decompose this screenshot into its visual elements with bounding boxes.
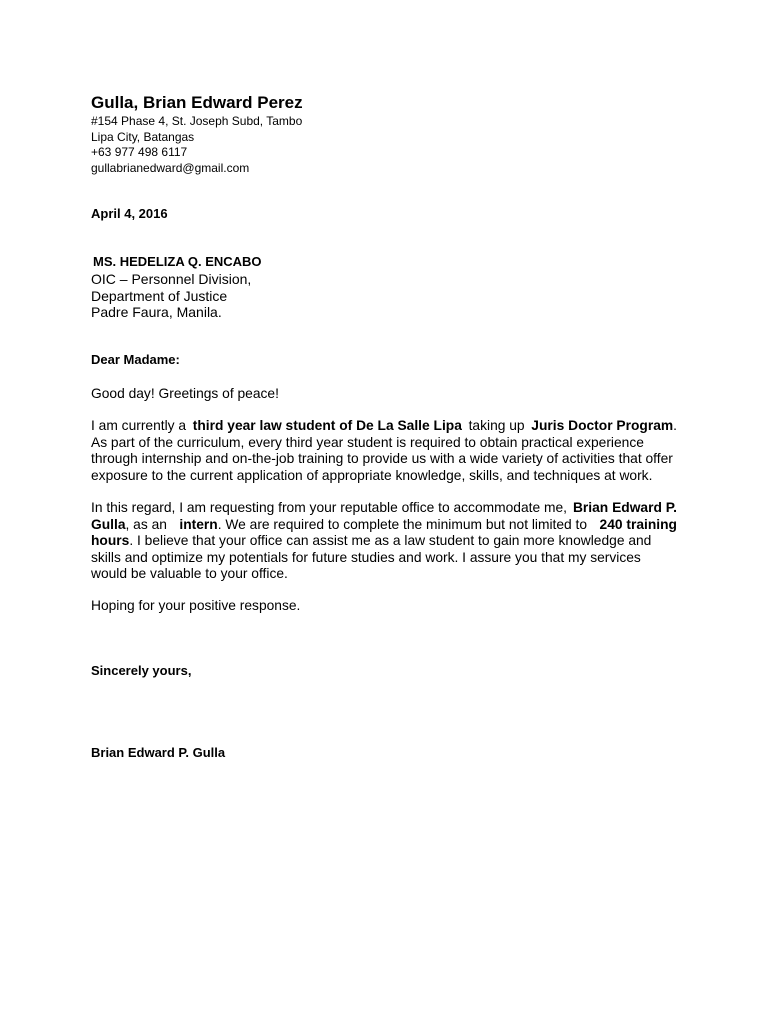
paragraph-line [91,435,677,452]
text-run: As part of the curriculum, every third year student is required to obtain practical experience [91,434,644,450]
text-run: I am currently a [91,418,187,433]
emphasis-run: Juris Doctor Program [531,418,674,433]
paragraph-line [91,598,677,615]
recipient-name: MS. HEDELIZA Q. ENCABO [93,254,262,269]
emphasis-run: Brian Edward P. [572,500,677,515]
closing-paragraph [91,598,677,615]
body-paragraph-1 [91,418,677,484]
text-run: would be valuable to your office. [91,566,288,582]
recipient-address-block [91,271,251,321]
emphasis-run: intern [179,516,218,532]
emphasis-run: hours [91,533,130,549]
sender-email: gullabrianedward@gmail.com [91,160,250,175]
paragraph-line [91,517,677,534]
paragraph-line [91,533,677,550]
sender-phone: +63 977 498 6117 [91,145,188,159]
text-run: through internship and on-the-job training to provide us with a wide variety of activities that offer [91,451,673,467]
salutation: Dear Madame: [91,352,180,367]
text-run: skills and optimize my potentials for future studies and work. I assure you that my services [91,549,641,565]
sender-address-line-2: Lipa City, Batangas [91,129,195,144]
text-run-group [91,517,167,534]
paragraph-line [91,566,677,583]
paragraph-line [91,451,677,468]
text-run-group [179,517,587,534]
letter-date: April 4, 2016 [91,206,168,221]
text-run-group [531,418,677,435]
signature-name: Brian Edward P. Gulla [91,745,226,760]
recipient-address: Padre Faura, Manila. [91,304,222,321]
complimentary-close: Sincerely yours, [91,663,192,678]
greeting-line [91,386,677,403]
paragraph-line [91,550,677,567]
closing-line-text: Hoping for your positive response. [91,598,301,613]
greeting-paragraph [91,386,677,403]
sender-name: Gulla, Brian Edward Perez [91,93,303,112]
recipient-title: OIC – Personnel Division, [91,271,252,287]
text-run: , as an [125,516,167,532]
text-run: . I believe that your office can assist me as a law student to gain more knowledge and [129,533,652,549]
text-run: exposure to the current application of appropriate knowledge, skills, and techniques at work. [91,467,653,483]
body-paragraph-2 [91,500,677,583]
sender-address-line-1: #154 Phase 4, St. Joseph Subd, Tambo [91,114,303,128]
greeting-text: Good day! Greetings of peace! [91,386,279,401]
paragraph-line [91,500,677,517]
text-run: taking up [468,418,525,433]
text-run-group [91,533,651,550]
text-run: . [673,418,677,433]
emphasis-run: 240 training [599,516,677,532]
sender-contact-block [91,114,302,176]
text-run: In this regard, I am requesting from your reputable office to accommodate me, [91,500,567,515]
text-run: . We are required to complete the minimum but not limited to [217,516,588,532]
recipient-department: Department of Justice [91,287,228,304]
paragraph-line [91,418,677,435]
emphasis-run: third year law student of De La Salle Lipa [192,418,462,433]
emphasis-run: Gulla [91,516,126,532]
paragraph-line [91,468,677,485]
